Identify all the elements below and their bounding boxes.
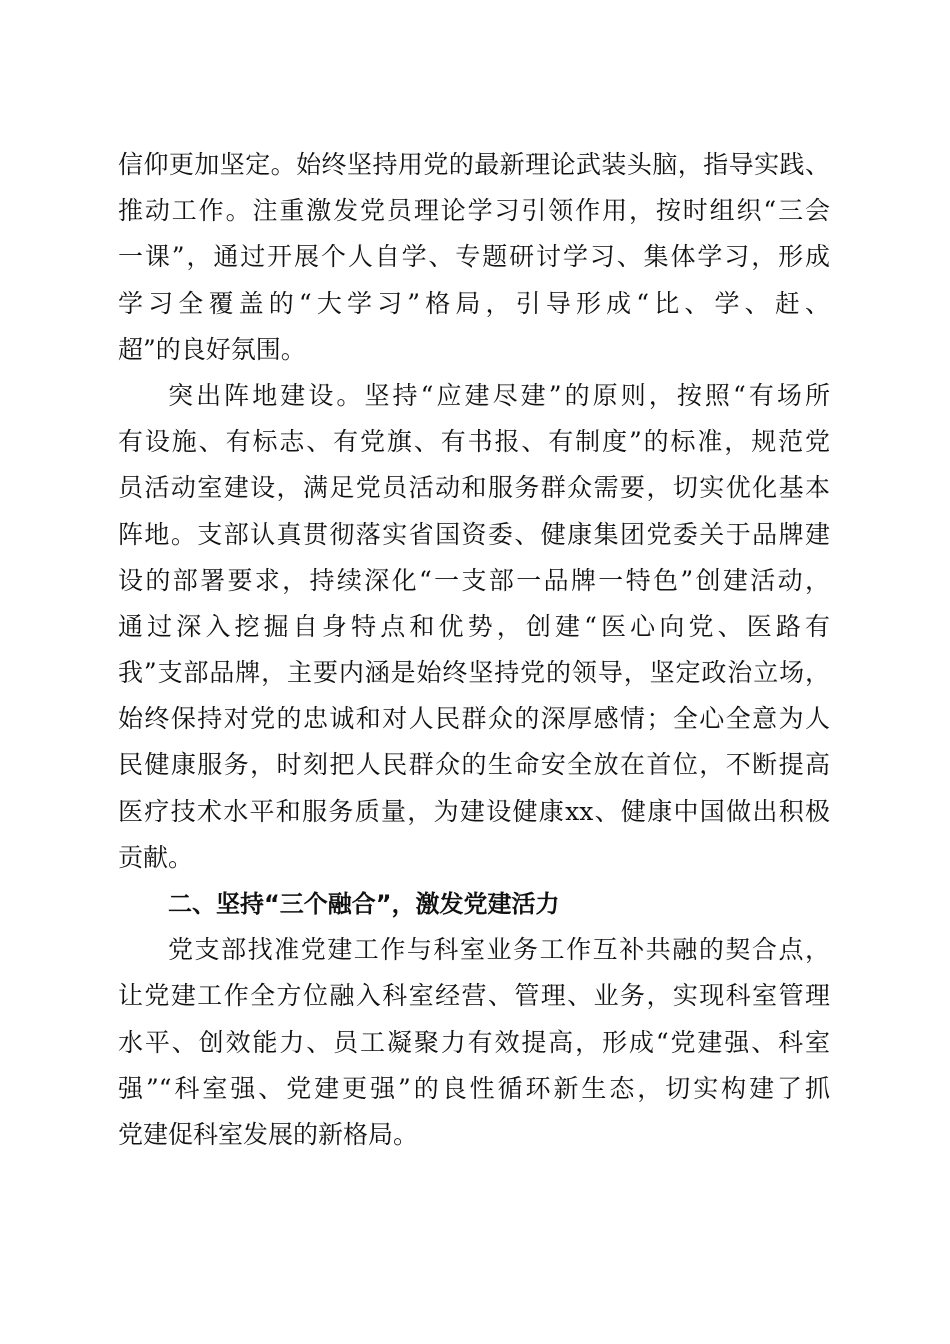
text-line: 医疗技术水平和服务质量，为建设健康xx、健康中国做出积极 [118,796,830,826]
text-line: 推动工作。注重激发党员理论学习引领作用，按时组织“三会 [118,196,830,226]
text-line: 有设施、有标志、有党旗、有书报、有制度”的标准，规范党 [118,427,830,457]
text-line: 贡献。 [118,842,194,872]
text-line: 党支部找准党建工作与科室业务工作互补共融的契合点， [168,935,830,965]
paragraph-position-building [118,373,830,881]
text-line: 员活动室建设，满足党员活动和服务群众需要，切实优化基本 [118,473,830,503]
text-line: 通过深入挖掘自身特点和优势，创建“医心向党、医路有 [118,611,830,641]
text-line: 始终保持对党的忠诚和对人民群众的深厚感情；全心全意为人 [118,704,830,734]
text-line: 民健康服务，时刻把人民群众的生命安全放在首位，不断提高 [118,750,830,780]
text-line: 学习全覆盖的“大学习”格局，引导形成“比、学、赶、 [118,288,830,318]
text-line: 超”的良好氛围。 [118,334,306,364]
text-line: 突出阵地建设。坚持“应建尽建”的原则，按照“有场所 [168,380,830,410]
document-page [118,142,830,1158]
text-line: 党建促科室发展的新格局。 [118,1119,419,1149]
text-line: 强”“科室强、党建更强”的良性循环新生态，切实构建了抓 [118,1073,830,1103]
text-line: 我”支部品牌，主要内涵是始终坚持党的领导，坚定政治立场， [118,658,830,688]
text-line: 一课”，通过开展个人自学、专题研讨学习、集体学习，形成 [118,242,830,272]
text-line: 水平、创效能力、员工凝聚力有效提高，形成“党建强、科室 [118,1027,830,1057]
text-line: 让党建工作全方位融入科室经营、管理、业务，实现科室管理 [118,981,830,1011]
section-heading: 二、坚持“三个融合”，激发党建活力 [168,890,560,918]
paragraph-faith [118,142,830,373]
text-line: 设的部署要求，持续深化“一支部一品牌一特色”创建活动， [118,565,830,595]
paragraph-integration [118,927,830,1158]
text-line: 阵地。支部认真贯彻落实省国资委、健康集团党委关于品牌建 [118,519,830,549]
text-line: 信仰更加坚定。始终坚持用党的最新理论武装头脑，指导实践、 [118,150,830,179]
